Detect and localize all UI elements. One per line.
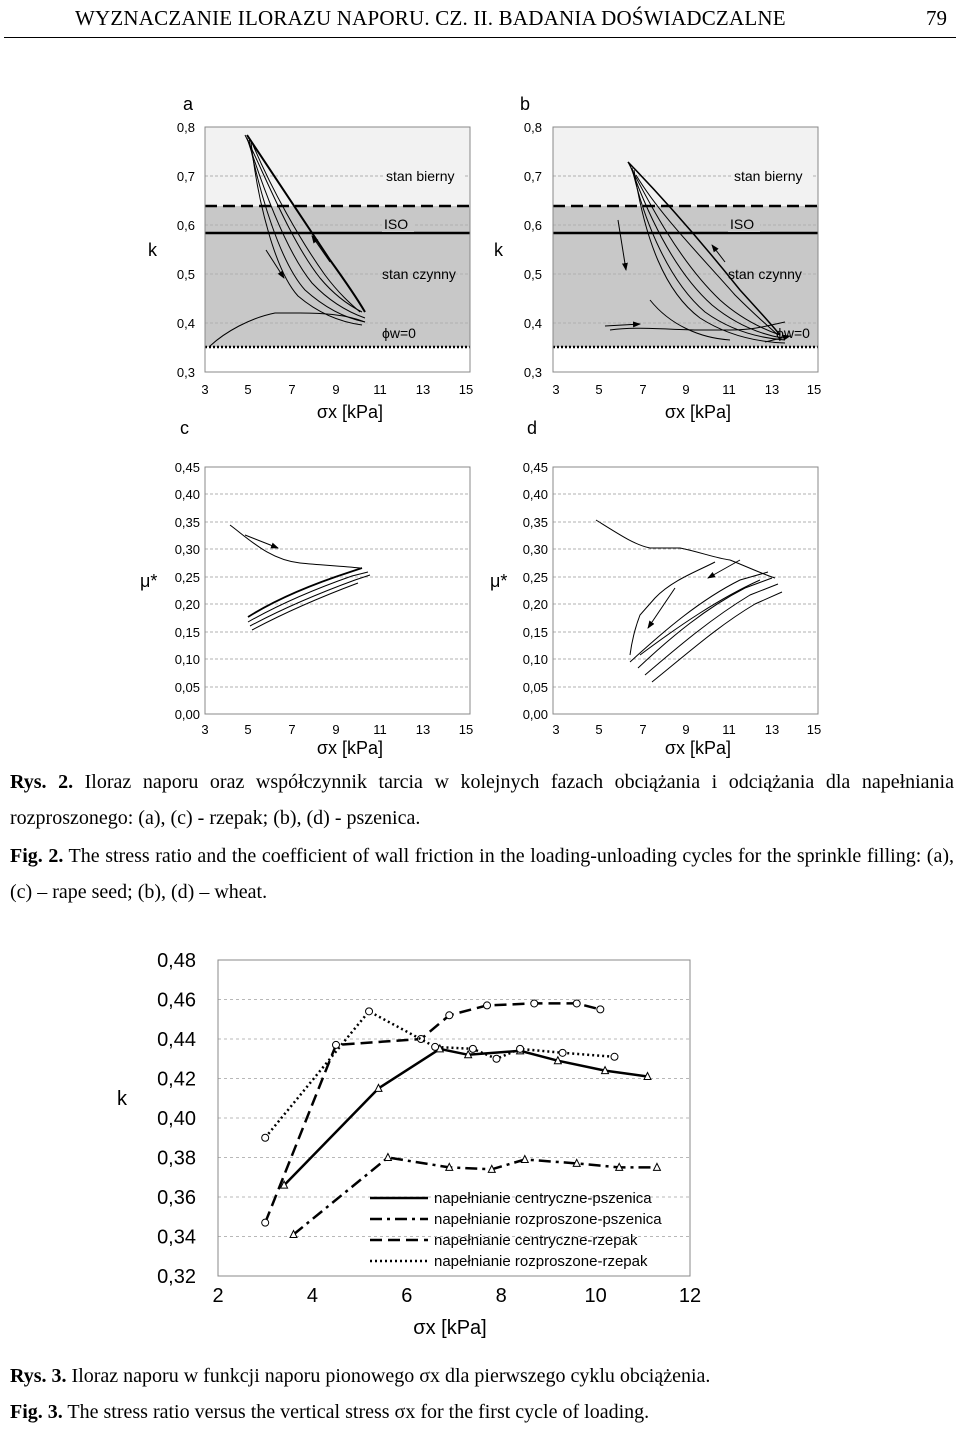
panel-d-ytick: 0,15 <box>522 625 548 640</box>
panel-b-letter: b <box>520 94 531 114</box>
panel-d-ytick: 0,05 <box>522 680 548 695</box>
panel-d-ytick: 0,20 <box>522 597 548 612</box>
panel-b-ytick: 0,7 <box>523 169 542 184</box>
caption-text: Iloraz naporu oraz współczynnik tarcia w kolejnych fazach obciążania i odciążania dla napełniania rozproszonego: (a), (c) - rzepak; (b), (d) - pszenica. <box>10 771 954 829</box>
legend-label: napełnianie centryczne-pszenica <box>434 1190 652 1207</box>
page-number: 79 <box>926 6 947 30</box>
panel-b-ytick: 0,8 <box>523 120 542 135</box>
chart-ytick: 0,34 <box>157 1226 196 1249</box>
panel-a-xtick: 7 <box>288 382 296 397</box>
panel-c <box>140 418 473 758</box>
running-title: WYZNACZANIE ILORAZU NAPORU. CZ. II. BADANIA DOŚWIADCZALNE <box>75 6 786 30</box>
panel-c-xtick: 13 <box>415 722 431 737</box>
chart-ytick: 0,32 <box>157 1266 196 1288</box>
chart-xtick: 6 <box>401 1285 413 1307</box>
chart-xtick: 2 <box>212 1285 224 1307</box>
chart-point <box>384 1154 391 1161</box>
chart-ytick: 0,44 <box>157 1029 196 1051</box>
panel-d-xtick: 7 <box>639 722 647 737</box>
panel-b-xtick: 11 <box>722 382 736 397</box>
panel-b-xtick: 5 <box>595 382 603 397</box>
chart-ytick: 0,46 <box>157 989 196 1012</box>
panel-b <box>494 94 821 422</box>
chart-series <box>281 1045 651 1188</box>
panel-c-ytick: 0,35 <box>174 515 200 530</box>
chart-ytick: 0,40 <box>157 1108 196 1130</box>
chart-xtick: 12 <box>678 1285 702 1307</box>
panel-a-ytick: 0,6 <box>176 218 195 233</box>
caption-text: The stress ratio versus the vertical stress σx for the first cycle of loading. <box>67 1401 650 1423</box>
panel-b-ytick: 0,5 <box>523 267 542 282</box>
panel-a-iso-label: ISO <box>384 216 409 232</box>
panel-a-xtick: 13 <box>415 382 431 397</box>
panel-b-ytick: 0,6 <box>523 218 542 233</box>
caption-label: Rys. 3. <box>10 1365 67 1387</box>
panel-b-xtick: 7 <box>639 382 647 397</box>
panel-b-ylabel: k <box>494 240 503 260</box>
panel-c-ytick: 0,20 <box>174 597 200 612</box>
panel-c-ytick: 0,05 <box>174 680 200 695</box>
panel-c-ytick: 0,45 <box>174 460 200 475</box>
panel-d-xtick: 11 <box>722 722 736 737</box>
chart-ylabel: k <box>117 1088 127 1110</box>
caption-label: Rys. 2. <box>10 771 74 793</box>
panel-b-ytick: 0,4 <box>523 316 542 331</box>
panel-d-letter: d <box>527 418 538 438</box>
panel-a-xtick: 11 <box>373 382 387 397</box>
chart-point <box>611 1053 618 1060</box>
chart-point <box>493 1055 500 1062</box>
panel-a-ytick: 0,4 <box>176 316 195 331</box>
panel-a-ytick: 0,7 <box>176 169 195 184</box>
figure-3-caption-pl <box>10 1358 954 1394</box>
panel-d-ytick: 0,10 <box>522 652 548 667</box>
chart-point <box>653 1163 660 1170</box>
panel-d-ytick: 0,30 <box>522 542 548 557</box>
legend-label: napełnianie rozproszone-pszenica <box>434 1211 662 1228</box>
caption-label: Fig. 2. <box>10 845 64 867</box>
figure-3-chart <box>0 930 960 1350</box>
panel-c-xtick: 3 <box>201 722 209 737</box>
panel-b-ytick: 0,3 <box>523 365 542 380</box>
panel-d <box>490 418 821 758</box>
panel-c-xtick: 15 <box>458 722 474 737</box>
panel-b-xtick: 15 <box>806 382 822 397</box>
chart-point <box>366 1008 373 1015</box>
figure-2-caption-pl <box>10 764 954 836</box>
panel-c-ytick: 0,30 <box>174 542 200 557</box>
chart-point <box>597 1006 604 1013</box>
panel-c-ylabel: μ* <box>140 571 158 591</box>
panel-c-letter: c <box>180 418 189 438</box>
panel-a-xtick: 15 <box>458 382 474 397</box>
panel-d-ytick: 0,45 <box>522 460 548 475</box>
chart-xtick: 10 <box>584 1285 607 1307</box>
panel-d-frame <box>553 467 818 714</box>
chart-xtick: 8 <box>495 1285 507 1307</box>
figure-2-caption-en <box>10 838 954 910</box>
panel-d-xlabel: σx [kPa] <box>664 738 732 758</box>
chart-ytick: 0,42 <box>157 1068 196 1091</box>
panel-d-xtick: 3 <box>552 722 560 737</box>
chart-legend <box>370 1190 662 1270</box>
panel-c-ytick: 0,10 <box>174 652 200 667</box>
panel-a-active-label: stan czynny <box>382 266 456 282</box>
panel-a-phi-label: ϕw=0 <box>382 325 416 341</box>
panel-d-ytick: 0,35 <box>522 515 548 530</box>
panel-b-xtick: 9 <box>682 382 690 397</box>
panel-c-xtick: 5 <box>244 722 252 737</box>
panel-b-xtick: 3 <box>552 382 560 397</box>
panel-d-ytick: 0,00 <box>522 707 548 722</box>
caption-text: The stress ratio and the coefficient of wall friction in the loading-unloading cycles for the sprinkle filling: (a), (c) – rape seed; (b), (d) – wheat. <box>10 845 955 903</box>
chart-point <box>484 1002 491 1009</box>
chart-point <box>517 1045 524 1052</box>
caption-label: Fig. 3. <box>10 1401 63 1423</box>
panel-d-arrow-down <box>648 588 675 628</box>
panel-b-phi-label: ϕw=0 <box>776 325 810 341</box>
panel-c-arrow <box>245 535 278 548</box>
chart-ytick: 0,48 <box>157 950 196 972</box>
panel-d-ytick: 0,40 <box>522 487 548 502</box>
chart-point <box>432 1043 439 1050</box>
chart-point <box>531 1000 538 1007</box>
chart-series-line <box>265 1011 614 1137</box>
panel-a-passive-label: stan bierny <box>386 168 455 184</box>
chart-series <box>262 1008 618 1141</box>
panel-c-ytick: 0,25 <box>174 570 200 585</box>
panel-c-ytick: 0,40 <box>174 487 200 502</box>
panel-b-xlabel: σx [kPa] <box>664 402 732 422</box>
chart-point <box>262 1134 269 1141</box>
panel-b-passive-label: stan bierny <box>734 168 803 184</box>
chart-xlabel: σx [kPa] <box>413 1317 487 1339</box>
panel-a-ylabel: k <box>148 240 157 260</box>
chart-point <box>262 1219 269 1226</box>
panel-c-xtick: 11 <box>373 722 387 737</box>
panel-c-ytick: 0,00 <box>174 707 200 722</box>
panel-a-ytick: 0,3 <box>176 365 195 380</box>
panel-a-xlabel: σx [kPa] <box>316 402 384 422</box>
panel-d-xtick: 13 <box>764 722 780 737</box>
figure-3-caption-en <box>10 1394 954 1430</box>
panel-d-xtick: 5 <box>595 722 603 737</box>
panel-a-letter: a <box>183 94 194 114</box>
panel-d-xtick: 15 <box>806 722 822 737</box>
panel-d-ytick: 0,25 <box>522 570 548 585</box>
chart-ytick: 0,36 <box>157 1187 196 1209</box>
panel-a-xtick: 5 <box>244 382 252 397</box>
panel-a-xtick: 9 <box>332 382 340 397</box>
panel-c-xtick: 9 <box>332 722 340 737</box>
chart-point <box>469 1045 476 1052</box>
panel-a-xtick: 3 <box>201 382 209 397</box>
chart-point <box>446 1012 453 1019</box>
legend-label: napełnianie rozproszone-rzepak <box>434 1253 648 1270</box>
panel-d-curves <box>596 520 782 682</box>
chart-xtick: 4 <box>306 1285 318 1307</box>
panel-a <box>148 94 473 422</box>
panel-b-iso-label: ISO <box>730 216 755 232</box>
chart-point <box>573 1000 580 1007</box>
panel-b-xtick: 13 <box>764 382 780 397</box>
panel-c-xtick: 7 <box>288 722 296 737</box>
chart-ytick: 0,38 <box>157 1147 196 1170</box>
panel-d-xtick: 9 <box>682 722 690 737</box>
caption-text: Iloraz naporu w funkcji naporu pionowego σx dla pierwszego cyklu obciążenia. <box>71 1365 711 1387</box>
legend-label: napełnianie centryczne-rzepak <box>434 1232 638 1249</box>
panel-c-ytick: 0,15 <box>174 625 200 640</box>
panel-a-ytick: 0,5 <box>176 267 195 282</box>
chart-point <box>559 1049 566 1056</box>
panel-b-active-label: stan czynny <box>728 266 802 282</box>
panel-d-ylabel: μ* <box>490 571 508 591</box>
panel-a-ytick: 0,8 <box>176 120 195 135</box>
panel-c-xlabel: σx [kPa] <box>316 738 384 758</box>
